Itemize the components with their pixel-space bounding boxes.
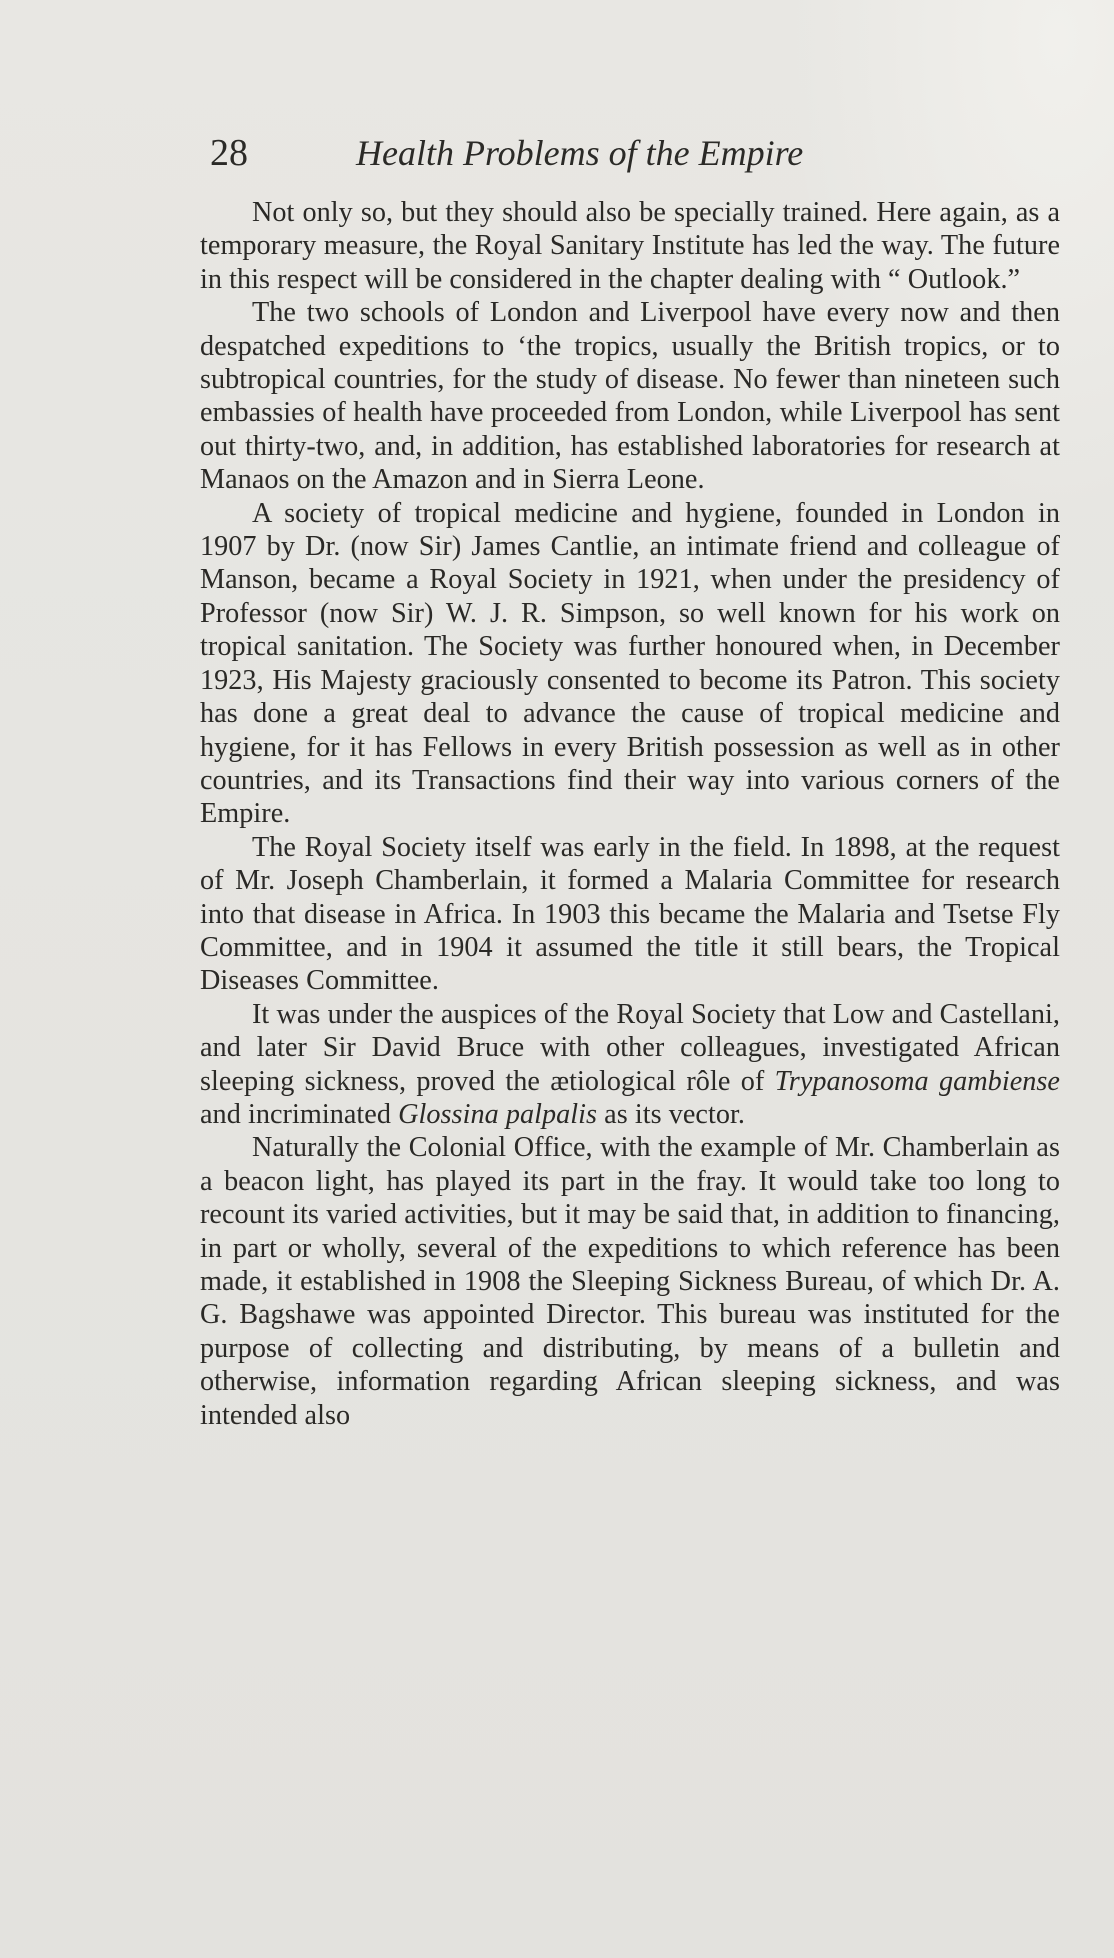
paragraph-2-text: The two schools of London and Liverpool have every now and then despatched expeditions to ‘the tropics, usually the British tropics, or to subtropical countries, for the study of disease. No fewer than nineteen such embassies of health have proceeded from London, while Liverpool has sent out thirty-two, and, in addition, has established laboratories for research at Manaos on the Amazon and in Sierra Leone.	[200, 297, 1060, 496]
species-name-glossina: Glossina palpalis	[398, 1098, 598, 1130]
body-text	[200, 196, 1060, 1432]
paragraph-2	[200, 296, 1060, 496]
paragraph-6	[200, 1131, 1060, 1432]
paragraph-5-text-end: as its vector.	[597, 1098, 745, 1130]
paragraph-1	[200, 196, 1060, 296]
paragraph-1-text: Not only so, but they should also be specially trained. Here again, as a temporary measure, the Royal Sanitary Institute has led the way. The future in this respect will be considered in the chapter dealing with “ Outlook.”	[200, 197, 1060, 295]
running-head	[196, 128, 904, 188]
species-name-trypanosoma: Trypanosoma gambiense	[774, 1065, 1060, 1097]
paragraph-5	[200, 998, 1060, 1132]
running-title: Health Problems of the Empire	[356, 133, 804, 173]
paragraph-3	[200, 497, 1060, 831]
paragraph-5-text-continued: and incriminated	[200, 1098, 399, 1130]
paragraph-4-text: The Royal Society itself was early in the field. In 1898, at the request of Mr. Joseph Chamberlain, it formed a Malaria Committee for research into that disease in Africa. In 1903 this became the Malaria and Tsetse Fly Committee, and in 1904 it assumed the title it still bears, the Tropical Diseases Committee.	[200, 831, 1060, 997]
paragraph-5-text: It was under the auspices of the Royal Society that Low and Castellani, and later Sir David Bruce with other colleagues, investigated African sleeping sickness, proved the ætiological rôle of	[200, 998, 1060, 1097]
paragraph-6-text: Naturally the Colonial Office, with the example of Mr. Chamberlain as a beacon light, has played its part in the fray. It would take too long to recount its varied activities, but it may be said that, in addition to financing, in part or wholly, several of the expeditions to which reference has been made, it established in 1908 the Sleeping Sickness Bureau, of which Dr. A. G. Bagshawe was appointed Director. This bureau was instituted for the purpose of collecting and distributing, by means of a bulletin and otherwise, information regarding African sleeping sickness, and was intended also	[200, 1132, 1060, 1431]
paragraph-4	[200, 831, 1060, 998]
paragraph-3-text: A society of tropical medicine and hygiene, founded in London in 1907 by Dr. (now Sir) James Cantlie, an intimate friend and colleague of Manson, became a Royal Society in 1921, when under the presidency of Professor (now Sir) W. J. R. Simpson, so well known for his work on tropical sanitation. The Society was further honoured when, in December 1923, His Majesty graciously consented to become its Patron. This society has done a great deal to advance the cause of tropical medicine and hygiene, for it has Fellows in every British possession as well as in other countries, and its Transactions find their way into various corners of the Empire.	[200, 497, 1060, 830]
page-number: 28	[210, 132, 248, 174]
